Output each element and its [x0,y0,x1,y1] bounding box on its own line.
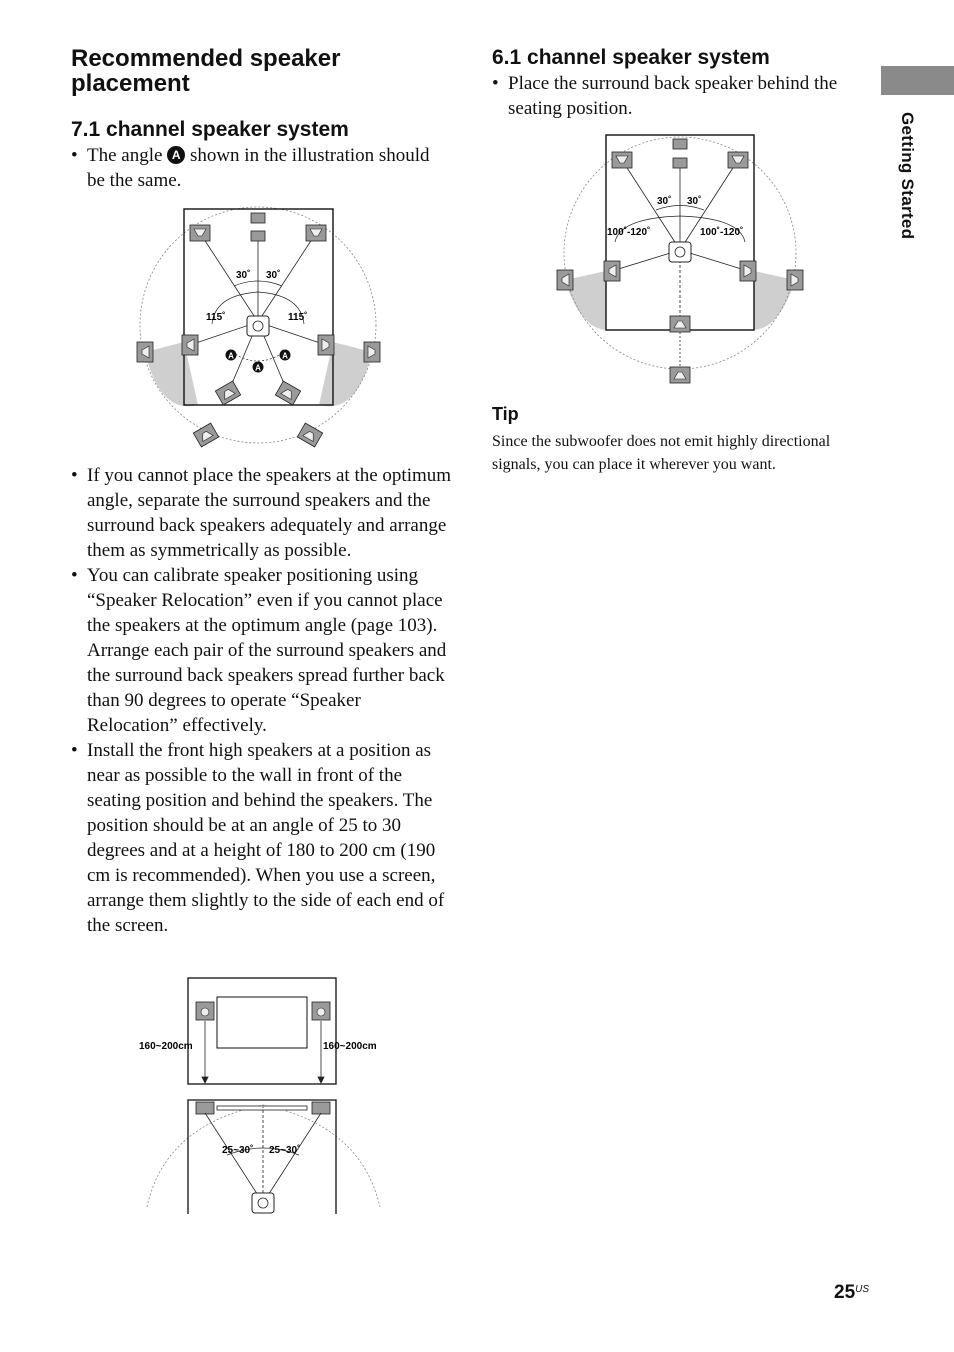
front-right-angle-label: 30˚ [687,196,702,207]
figure-61-placement [555,128,810,388]
tip-text: Since the subwoofer does not emit highly directional signals, you can place it wherever you want. [492,433,831,473]
surround-back-alt-speaker-icon [670,367,690,383]
section-tab-marker [881,66,954,95]
rear-angle-arc [232,352,284,361]
front-right-speaker-icon [306,225,326,241]
center-speaker-icon [251,231,265,241]
height-left-label: 160~200cm [139,1041,193,1052]
front-left-angle-label: 30˚ [657,196,672,207]
marker-a-icon: A [167,146,185,164]
marker-a-right [280,350,291,361]
front-right-angle-label: 30˚ [266,270,281,281]
side-right-angle-label: 100˚-120˚ [700,227,744,238]
section-71-intro-bullet: • The angle A shown in the illustration should be the same. [71,143,451,193]
surround-right-alt-speaker-icon [364,342,380,362]
surround-right-speaker-icon [740,261,756,281]
surround-back-right-alt-speaker-icon [297,423,322,447]
front-high-center-icon [673,139,687,149]
top-view-listener-icon [252,1193,274,1213]
listener-icon [247,316,269,336]
section-71-bullet-list [71,463,453,938]
list-item: • Place the surround back speaker behind the seating position. [492,71,872,121]
tip-heading: Tip [492,404,519,424]
front-left-speaker-icon [190,225,210,241]
front-left-angle-label: 30˚ [236,270,251,281]
screen-outline [217,997,307,1048]
figure-front-high-placement [135,975,395,1217]
marker-a-center [253,362,264,373]
surround-right-alt-speaker-icon [787,270,803,290]
top-view-screen [217,1106,307,1110]
page-number: $25^{US}$ [834,1282,870,1303]
surround-left-alt-speaker-icon [137,342,153,362]
front-high-right-speaker-icon [312,1002,330,1020]
list-item: • You can calibrate speaker positioning using “Speaker Relocation” even if you cannot place the speakers at the optimum angle (page 103). Arrange each pair of the surround speakers and the surround back speakers spread further back than 90 degrees to operate “Speaker Relocation” effectively. [71,563,453,738]
surround-back-speaker-icon [670,316,690,332]
front-right-speaker-icon [728,152,748,168]
listener-icon [669,242,691,262]
side-left-angle-label: 115˚ [206,312,226,323]
center-speaker-icon [673,158,687,168]
front-high-left-speaker-icon [196,1002,214,1020]
surround-back-left-alt-speaker-icon [193,423,218,447]
surround-left-speaker-icon [604,261,620,281]
figure-71-placement [130,200,400,460]
surround-back-left-speaker-icon [215,381,240,405]
surround-left-speaker-icon [182,335,198,355]
side-right-angle-label: 115˚ [288,312,308,323]
svg-text:A: A [282,351,288,361]
section-71-intro-list [71,143,451,193]
list-item: • Install the front high speakers at a position as near as possible to the wall in front of the seating position and behind the speakers. The position should be at an angle of 25 to 30 degrees and at a height of 180 to 200 cm (190 cm is recommended). When you use a screen, arrange them slightly to the side of each end of the screen. [71,738,453,938]
section-61-bullet-list [492,71,872,121]
front-wall-outline [188,978,336,1084]
svg-text:A: A [228,351,234,361]
surround-right-speaker-icon [318,335,334,355]
front-left-speaker-icon [612,152,632,168]
svg-text:A: A [255,363,261,373]
side-left-angle-label: 100˚-120˚ [607,227,651,238]
front-high-angle-right-label: 25~30˚ [269,1145,301,1156]
top-view-left-speaker-icon [196,1102,214,1114]
section-71-heading: 7.1 channel speaker system [71,118,349,141]
height-right-label: 160~200cm [323,1041,377,1052]
section-side-label: Getting Started [898,112,917,240]
section-61-heading: 6.1 channel speaker system [492,46,770,69]
surround-back-right-speaker-icon [275,381,300,405]
front-high-center-icon [251,213,265,223]
top-view-circle [147,1105,380,1207]
list-item: • If you cannot place the speakers at the optimum angle, separate the surround speakers and the surround back speakers adequately and arrange them as symmetrically as possible. [71,463,453,563]
marker-a-left [226,350,237,361]
surround-left-alt-speaker-icon [557,270,573,290]
page-title: Recommended speaker placement [71,45,341,97]
front-high-angle-left-label: 25~30˚ [222,1145,254,1156]
top-view-right-speaker-icon [312,1102,330,1114]
